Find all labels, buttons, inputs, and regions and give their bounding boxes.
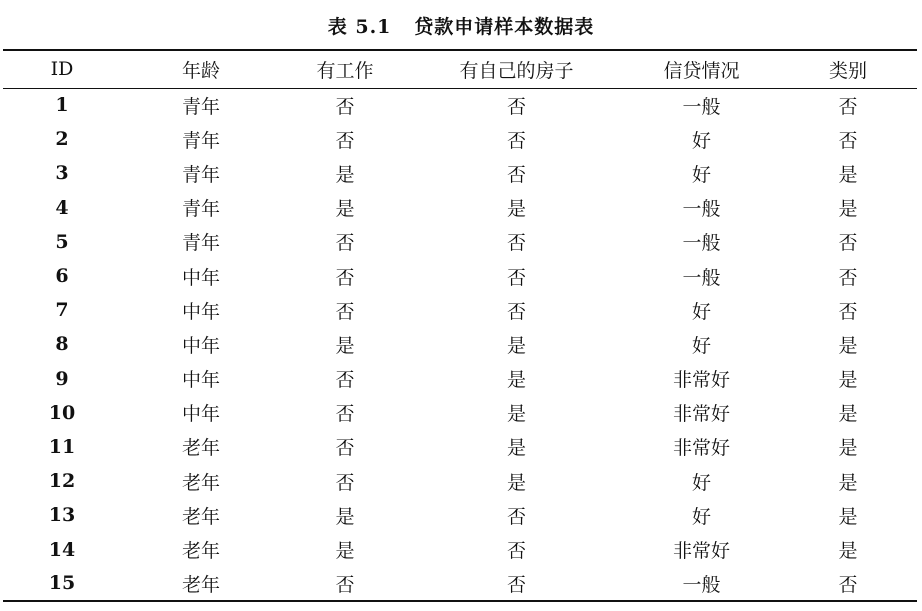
table-row bbox=[3, 259, 917, 293]
cell-has-job: 否 bbox=[335, 266, 355, 289]
cell-has-job: 是 bbox=[335, 505, 355, 528]
cell-has-job: 是 bbox=[335, 334, 355, 357]
cell-class: 是 bbox=[838, 403, 858, 426]
table-row bbox=[3, 430, 917, 464]
cell-id: 10 bbox=[48, 401, 76, 424]
table-row bbox=[3, 327, 917, 361]
cell-id: 5 bbox=[55, 230, 69, 253]
cell-own-house: 是 bbox=[506, 369, 526, 392]
loan-sample-table-container bbox=[3, 49, 917, 602]
loan-sample-table bbox=[3, 49, 917, 602]
cell-id: 12 bbox=[48, 470, 76, 493]
cell-has-job: 是 bbox=[335, 198, 355, 221]
cell-age: 中年 bbox=[181, 369, 220, 392]
cell-own-house: 否 bbox=[506, 266, 526, 289]
cell-credit: 非常好 bbox=[672, 540, 730, 563]
cell-credit: 非常好 bbox=[672, 403, 730, 426]
cell-credit: 好 bbox=[691, 505, 711, 528]
cell-credit: 好 bbox=[691, 163, 711, 186]
cell-id: 9 bbox=[55, 367, 69, 390]
cell-class: 是 bbox=[838, 540, 858, 563]
cell-id: 3 bbox=[55, 162, 69, 185]
table-caption: 表 5.1 贷款申请样本数据表 bbox=[327, 16, 595, 38]
cell-credit: 一般 bbox=[682, 266, 721, 289]
cell-own-house: 否 bbox=[506, 540, 526, 563]
cell-class: 否 bbox=[838, 129, 858, 152]
table-row bbox=[3, 122, 917, 156]
cell-id: 13 bbox=[48, 504, 76, 527]
cell-age: 青年 bbox=[181, 163, 220, 186]
cell-class: 否 bbox=[838, 232, 858, 255]
cell-age: 青年 bbox=[181, 198, 220, 221]
table-row bbox=[3, 567, 917, 601]
table-row bbox=[3, 464, 917, 498]
cell-credit: 一般 bbox=[682, 95, 721, 118]
cell-has-job: 否 bbox=[335, 232, 355, 255]
cell-credit: 一般 bbox=[624, 567, 779, 601]
cell-class: 否 bbox=[838, 300, 858, 323]
table-header bbox=[3, 50, 917, 88]
header-has-job: 有工作 bbox=[281, 50, 409, 88]
table-body bbox=[3, 88, 917, 601]
cell-id: 14 bbox=[48, 538, 76, 561]
cell-class: 是 bbox=[838, 198, 858, 221]
cell-age: 中年 bbox=[181, 403, 220, 426]
cell-id: 8 bbox=[55, 333, 69, 356]
cell-own-house: 否 bbox=[506, 163, 526, 186]
cell-age: 中年 bbox=[181, 334, 220, 357]
cell-class: 否 bbox=[838, 95, 858, 118]
table-row bbox=[3, 498, 917, 532]
cell-class: 是 bbox=[838, 163, 858, 186]
cell-own-house: 是 bbox=[506, 334, 526, 357]
table-row bbox=[3, 362, 917, 396]
cell-age: 中年 bbox=[181, 266, 220, 289]
cell-own-house: 否 bbox=[506, 300, 526, 323]
cell-credit: 非常好 bbox=[672, 437, 730, 460]
cell-class: 否 bbox=[779, 567, 917, 601]
cell-own-house: 否 bbox=[409, 567, 624, 601]
cell-age: 老年 bbox=[121, 567, 281, 601]
cell-age: 青年 bbox=[181, 129, 220, 152]
cell-own-house: 否 bbox=[506, 95, 526, 118]
header-own-house: 有自己的房子 bbox=[409, 50, 624, 88]
header-age: 年龄 bbox=[121, 50, 281, 88]
cell-id: 11 bbox=[48, 435, 76, 458]
table-row bbox=[3, 191, 917, 225]
cell-credit: 一般 bbox=[682, 232, 721, 255]
header-id: ID bbox=[3, 50, 121, 88]
cell-own-house: 是 bbox=[506, 198, 526, 221]
cell-has-job: 否 bbox=[335, 403, 355, 426]
cell-age: 老年 bbox=[181, 505, 220, 528]
cell-class: 是 bbox=[838, 505, 858, 528]
cell-own-house: 否 bbox=[506, 129, 526, 152]
cell-own-house: 是 bbox=[506, 403, 526, 426]
cell-credit: 好 bbox=[691, 471, 711, 494]
cell-has-job: 是 bbox=[335, 163, 355, 186]
cell-has-job: 否 bbox=[335, 129, 355, 152]
cell-own-house: 是 bbox=[506, 471, 526, 494]
table-row bbox=[3, 225, 917, 259]
cell-class: 否 bbox=[838, 266, 858, 289]
cell-class: 是 bbox=[838, 437, 858, 460]
cell-has-job: 否 bbox=[335, 300, 355, 323]
cell-own-house: 否 bbox=[506, 232, 526, 255]
cell-class: 是 bbox=[838, 471, 858, 494]
cell-has-job: 否 bbox=[335, 471, 355, 494]
cell-id: 4 bbox=[55, 196, 69, 219]
cell-credit: 好 bbox=[691, 334, 711, 357]
table-row bbox=[3, 293, 917, 327]
table-row bbox=[3, 88, 917, 122]
table-row bbox=[3, 396, 917, 430]
cell-has-job: 否 bbox=[281, 567, 409, 601]
cell-age: 老年 bbox=[181, 471, 220, 494]
header-credit: 信贷情况 bbox=[624, 50, 779, 88]
cell-age: 老年 bbox=[181, 437, 220, 460]
table-row bbox=[3, 532, 917, 566]
table-row bbox=[3, 156, 917, 190]
cell-class: 是 bbox=[838, 334, 858, 357]
cell-own-house: 否 bbox=[506, 505, 526, 528]
cell-has-job: 否 bbox=[335, 369, 355, 392]
cell-credit: 好 bbox=[691, 129, 711, 152]
cell-age: 青年 bbox=[181, 232, 220, 255]
header-row bbox=[3, 50, 917, 88]
header-class: 类别 bbox=[779, 50, 917, 88]
cell-has-job: 否 bbox=[335, 95, 355, 118]
cell-own-house: 是 bbox=[506, 437, 526, 460]
cell-id: 7 bbox=[55, 299, 69, 322]
cell-id: 6 bbox=[55, 265, 69, 288]
cell-age: 青年 bbox=[181, 95, 220, 118]
cell-age: 老年 bbox=[181, 540, 220, 563]
cell-id: 1 bbox=[55, 94, 69, 117]
cell-age: 中年 bbox=[181, 300, 220, 323]
cell-credit: 好 bbox=[691, 300, 711, 323]
cell-class: 是 bbox=[838, 369, 858, 392]
cell-credit: 非常好 bbox=[672, 369, 730, 392]
cell-id: 2 bbox=[55, 128, 69, 151]
cell-id: 15 bbox=[3, 567, 121, 601]
cell-has-job: 是 bbox=[335, 540, 355, 563]
cell-credit: 一般 bbox=[682, 198, 721, 221]
cell-has-job: 否 bbox=[335, 437, 355, 460]
